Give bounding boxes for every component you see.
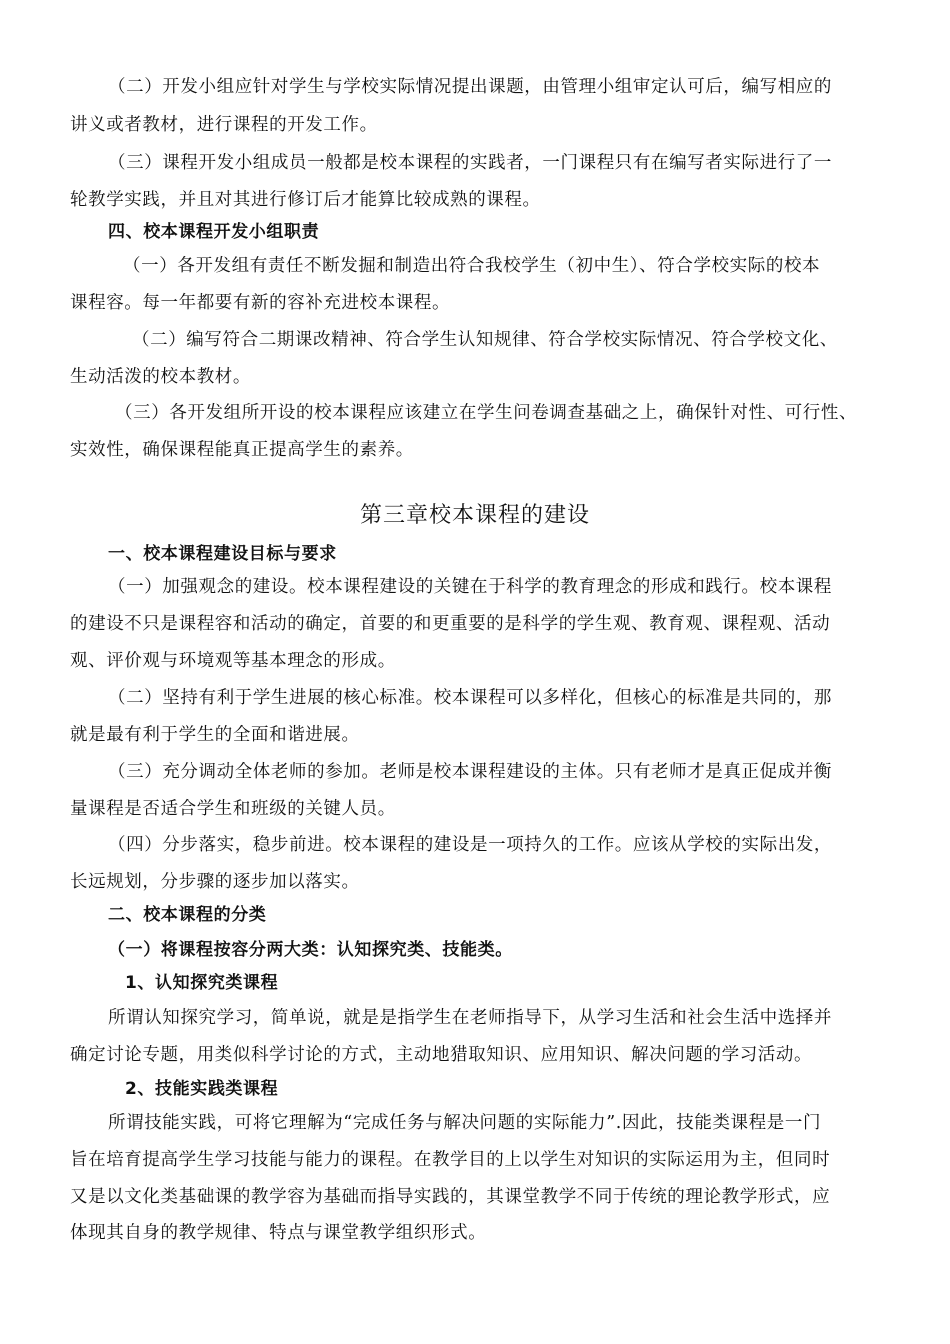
paragraph-line: 所谓认知探究学习，简单说，就是是指学生在老师指导下，从学习生活和社会生活中选择并 [108, 1008, 832, 1028]
paragraph-line: 实效性，确保课程能真正提高学生的素养。 [70, 440, 414, 460]
paragraph-line: （二）坚持有利于学生进展的核心标准。校本课程可以多样化，但核心的标准是共同的，那 [108, 688, 832, 708]
paragraph-line: 讲义或者教材，进行课程的开发工作。 [70, 115, 378, 135]
paragraph-line: （四）分步落实，稳步前进。校本课程的建设是一项持久的工作。应该从学校的实际出发， [108, 835, 832, 855]
paragraph-line: （一）各开发组有责任不断发掘和制造出符合我校学生（初中生）、符合学校实际的校本 [123, 256, 821, 276]
paragraph-line: （二）开发小组应针对学生与学校实际情况提出课题，由管理小组审定认可后，编写相应的 [108, 77, 832, 97]
paragraph-line: 就是最有利于学生的全面和谐进展。 [70, 725, 360, 745]
paragraph-line: 体现其自身的教学规律、特点与课堂教学组织形式。 [70, 1223, 487, 1243]
item-heading: 2、技能实践类课程 [125, 1079, 279, 1099]
paragraph-line: 长远规划，分步骤的逐步加以落实。 [70, 872, 360, 892]
paragraph-line: 量课程是否适合学生和班级的关键人员。 [70, 799, 396, 819]
paragraph-line: 观、评价观与环境观等基本理念的形成。 [70, 651, 396, 671]
section-heading: 四、校本课程开发小组职责 [108, 222, 320, 242]
paragraph-line: （二）编写符合二期课改精神、符合学生认知规律、符合学校实际情况、符合学校文化、 [132, 330, 838, 350]
paragraph-line: 课程容。每一年都要有新的容补充进校本课程。 [70, 293, 451, 313]
paragraph-line: （三）充分调动全体老师的参加。老师是校本课程建设的主体。只有老师才是真正促成并衡 [108, 762, 832, 782]
paragraph-line: （一）加强观念的建设。校本课程建设的关键在于科学的教育理念的形成和践行。校本课程 [108, 577, 832, 597]
paragraph-line: 的建设不只是课程容和活动的确定，首要的和更重要的是科学的学生观、教育观、课程观、活动 [70, 614, 831, 634]
paragraph-line: 又是以文化类基础课的教学容为基础而指导实践的，其课堂教学不同于传统的理论教学形式，应 [70, 1187, 831, 1207]
item-heading: 1、认知探究类课程 [125, 973, 279, 993]
section-heading: 二、校本课程的分类 [108, 905, 267, 925]
paragraph-line: 生动活泼的校本教材。 [70, 367, 251, 387]
paragraph-line: 确定讨论专题，用类似科学讨论的方式，主动地猎取知识、应用知识、解决问题的学习活动。 [70, 1045, 813, 1065]
paragraph-line: 轮教学实践，并且对其进行修订后才能算比较成熟的课程。 [70, 190, 541, 210]
paragraph-line: （三）各开发组所开设的校本课程应该建立在学生问卷调查基础之上，确保针对性、可行性、 [115, 403, 858, 423]
subsection-heading: （一）将课程按容分两大类：认知探究类、技能类。 [108, 940, 513, 960]
paragraph-line: 旨在培育提高学生学习技能与能力的课程。在教学目的上以学生对知识的实际运用为主，但同时 [70, 1150, 831, 1170]
paragraph-line: 所谓技能实践，可将它理解为“完成任务与解决问题的实际能力”.因此，技能类课程是一门 [108, 1113, 822, 1133]
paragraph-line: （三）课程开发小组成员一般都是校本课程的实践者，一门课程只有在编写者实际进行了一 [108, 153, 832, 173]
section-heading: 一、校本课程建设目标与要求 [108, 544, 337, 564]
chapter-title: 第三章校本课程的建设 [359, 503, 590, 528]
